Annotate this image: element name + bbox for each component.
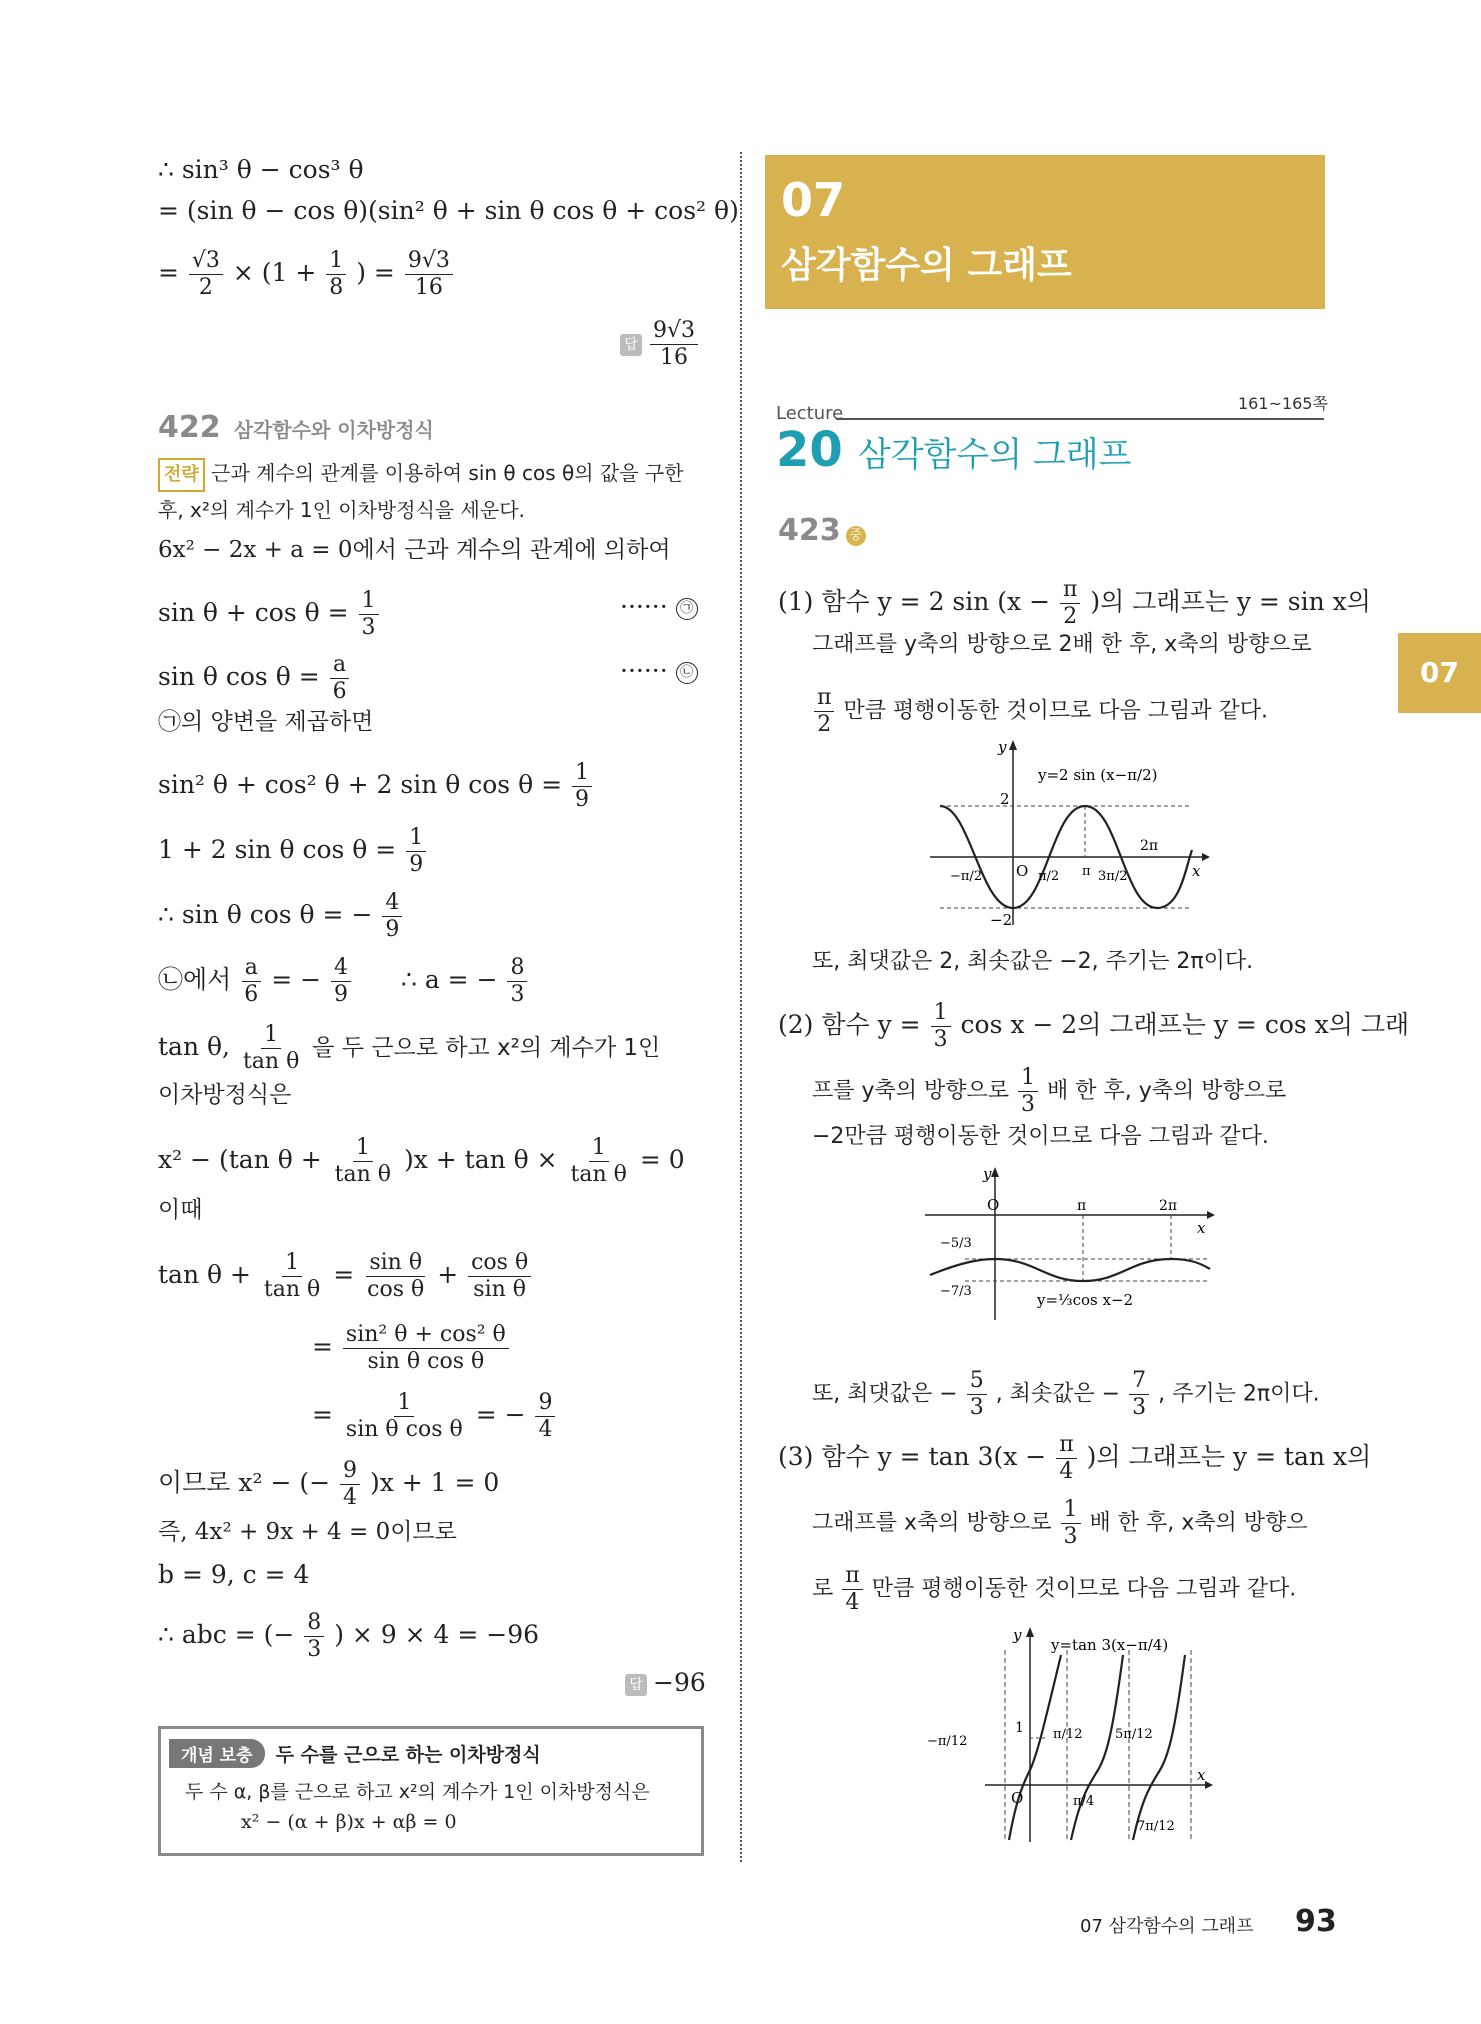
- label-negpi2: −π/2: [950, 869, 983, 884]
- sol-19: [158, 1610, 539, 1663]
- t: 4: [382, 890, 402, 917]
- strategy-label: 전략: [158, 458, 205, 492]
- t: 프를 y축의 방향으로: [812, 1078, 1010, 1104]
- q1-line-1: [778, 577, 1371, 630]
- t: 9: [334, 982, 349, 1007]
- t: =: [333, 1260, 355, 1289]
- t: 2: [198, 275, 213, 300]
- page-number: 93: [1295, 1904, 1337, 1939]
- label-pi12: π/12: [1053, 1727, 1083, 1742]
- sol-2-tag: [620, 592, 698, 622]
- eq-line-3: [158, 248, 455, 301]
- dots: ······: [620, 656, 668, 685]
- t: 1: [261, 1022, 281, 1049]
- t: 1: [1018, 1065, 1038, 1092]
- cosine-curve: [930, 1259, 1210, 1281]
- sol-3-tag: [620, 656, 698, 686]
- label-fivepi12: 5π/12: [1115, 1727, 1153, 1742]
- t: 또, 최댓값은 −: [812, 1381, 958, 1407]
- graph-label: y=⅓cos x−2: [1037, 1291, 1134, 1309]
- fraction: [261, 1250, 323, 1303]
- eq-line-1: ∴ sin³ θ − cos³ θ: [158, 155, 364, 184]
- circled-label: ㉡: [676, 662, 698, 684]
- t: sin² θ + cos² θ: [343, 1322, 509, 1349]
- label-x: x: [1197, 1766, 1206, 1784]
- t: cos x − 2의 그래프는 y = cos x의 그래: [960, 1010, 1410, 1039]
- t: 3: [969, 1395, 984, 1420]
- fraction: [507, 955, 527, 1008]
- label-pi2: π/2: [1038, 869, 1060, 884]
- fraction: [240, 1022, 302, 1075]
- label-negpi12: −π/12: [927, 1734, 968, 1749]
- answer-1: [620, 318, 700, 371]
- t: 1: [282, 1250, 302, 1277]
- label-threepi2: 3π/2: [1098, 869, 1128, 884]
- label-two: 2: [1000, 790, 1010, 808]
- problem-title: 삼각함수와 이차방정식: [233, 418, 434, 442]
- fraction: [359, 588, 379, 641]
- t: 근과 계수의 관계를 이용하여 sin θ cos θ의 값을 구한: [211, 461, 684, 485]
- t: (3) 함수 y = tan 3(x −: [778, 1442, 1047, 1471]
- page-range: 161~165쪽: [1238, 394, 1328, 413]
- fraction: [967, 1368, 987, 1421]
- q3-line-1: [778, 1432, 1371, 1485]
- t: 그래프를 x축의 방향으로: [812, 1510, 1052, 1536]
- t: 3: [510, 982, 525, 1007]
- dots: ······: [620, 592, 668, 621]
- t: 9√3: [405, 248, 453, 275]
- fraction: [468, 1250, 531, 1303]
- fraction: [382, 890, 402, 943]
- t: sin θ: [473, 1277, 527, 1302]
- answer-value: −96: [653, 1668, 706, 1697]
- t: 만큼 평행이동한 것이므로 다음 그림과 같다.: [843, 698, 1268, 724]
- sol-8: [158, 955, 529, 1008]
- sol-4: ㉠의 양변을 제곱하면: [158, 709, 374, 735]
- fraction: [842, 1563, 862, 1616]
- t: sin θ + cos θ =: [158, 598, 349, 627]
- fraction: [330, 652, 350, 705]
- t: cos θ: [468, 1250, 531, 1277]
- label-origin: O: [1016, 862, 1029, 880]
- label-neg53: −5/3: [940, 1236, 972, 1251]
- chapter-title: 삼각함수의 그래프: [781, 245, 1072, 286]
- t: sin θ cos θ: [367, 1349, 485, 1374]
- t: ∴ sin θ cos θ = −: [158, 900, 373, 929]
- fraction: [343, 1322, 509, 1375]
- t: (2) 함수 y =: [778, 1010, 921, 1039]
- t: tan θ +: [158, 1260, 251, 1289]
- eq-line-2: = (sin θ − cos θ)(sin² θ + sin θ cos θ + cos² θ): [158, 196, 739, 225]
- t: 로: [812, 1576, 834, 1602]
- t: tan θ,: [158, 1032, 230, 1061]
- graph-label: y=tan 3(x−π/4): [1051, 1636, 1169, 1654]
- t: 3: [1021, 1092, 1036, 1117]
- label-y: y: [1013, 1626, 1022, 1644]
- t: = −: [475, 1400, 526, 1429]
- label-pi: π: [1077, 1198, 1087, 1214]
- t: √3: [189, 248, 223, 275]
- fraction: [405, 248, 453, 301]
- t: a: [242, 955, 261, 982]
- t: )의 그래프는 y = sin x의: [1090, 587, 1371, 616]
- t: 9√3: [650, 318, 698, 345]
- t: × (1 +: [232, 258, 317, 287]
- q2-line-2: [812, 1065, 1286, 1118]
- chapter-tab: 07: [1398, 633, 1481, 713]
- concept-title: 두 수를 근으로 하는 이차방정식: [275, 1744, 541, 1766]
- sol-18: b = 9, c = 4: [158, 1560, 310, 1589]
- fraction: [332, 1135, 394, 1188]
- t: 2: [817, 712, 832, 737]
- fraction: [931, 1000, 951, 1053]
- t: sin² θ + cos² θ + 2 sin θ cos θ =: [158, 770, 563, 799]
- problem-423-header: [778, 513, 866, 548]
- fraction: [331, 955, 351, 1008]
- q1-line-2: 그래프를 y축의 방향으로 2배 한 후, x축의 방향으로: [812, 632, 1312, 657]
- t: = −: [271, 965, 322, 994]
- t: 9: [409, 852, 424, 877]
- concept-badge: 개념 보충: [169, 1739, 265, 1768]
- answer-2: [625, 1668, 706, 1698]
- t: , 주기는 2π이다.: [1158, 1381, 1320, 1407]
- fraction: [1129, 1368, 1149, 1421]
- t: 1: [572, 760, 592, 787]
- t: tan θ: [570, 1162, 627, 1187]
- q2-line-3: −2만큼 평행이동한 것이므로 다음 그림과 같다.: [812, 1124, 1269, 1149]
- level-badge: 중: [846, 526, 866, 546]
- t: )의 그래프는 y = tan x의: [1086, 1442, 1372, 1471]
- lecture-label: Lecture: [776, 403, 844, 424]
- t: 3: [933, 1027, 948, 1052]
- strategy-line-2: 후, x²의 계수가 1인 이차방정식을 세운다.: [158, 498, 525, 522]
- label-origin: O: [987, 1196, 1000, 1214]
- sol-16: [158, 1458, 499, 1511]
- sol-3: [158, 652, 352, 705]
- t: tan θ: [263, 1277, 321, 1302]
- t: ) × 9 × 4 = −96: [334, 1620, 540, 1649]
- t: tan θ: [242, 1049, 300, 1074]
- t: 1: [326, 248, 346, 275]
- t: 1: [931, 1000, 951, 1027]
- sol-9: [158, 1022, 660, 1075]
- t: 3: [307, 1637, 322, 1662]
- t: 7: [1129, 1368, 1149, 1395]
- label-twopi: 2π: [1140, 838, 1159, 854]
- sol-5: [158, 760, 594, 813]
- label-pi: π: [1082, 864, 1091, 879]
- graph-label: y=2 sin (x−π/2): [1038, 766, 1158, 784]
- column-divider: [740, 152, 742, 1862]
- t: ∴ a = −: [400, 965, 498, 994]
- chapter-banner: [765, 155, 1325, 309]
- label-pi4: π/4: [1073, 1794, 1095, 1809]
- t: 1: [394, 1390, 414, 1417]
- concept-line-1: 두 수 α, β를 근으로 하고 x²의 계수가 1인 이차방정식은: [185, 1781, 650, 1803]
- t: 16: [660, 345, 688, 370]
- t: 4: [538, 1417, 553, 1442]
- t: 배 한 후, y축의 방향으로: [1047, 1078, 1287, 1104]
- t: 1 + 2 sin θ cos θ =: [158, 835, 397, 864]
- circled-label: ㉠: [676, 598, 698, 620]
- tan-branch-1: [1009, 1655, 1061, 1840]
- problem-number: 423: [778, 513, 841, 548]
- t: π: [1060, 577, 1080, 604]
- concept-header: [169, 1739, 541, 1768]
- t: π: [1056, 1432, 1076, 1459]
- answer-badge: 답: [625, 1674, 647, 1696]
- fraction: [304, 1610, 324, 1663]
- lecture-title: 삼각함수의 그래프: [857, 435, 1132, 475]
- label-neg2: −2: [990, 911, 1013, 929]
- t: =: [158, 258, 179, 287]
- fraction: [343, 1390, 466, 1443]
- lecture-rule: [836, 418, 1324, 420]
- fraction: [568, 1135, 630, 1188]
- fraction: [814, 685, 834, 738]
- tan-branch-2: [1071, 1655, 1123, 1840]
- fraction: [340, 1458, 360, 1511]
- t: 9: [574, 787, 589, 812]
- fraction: [650, 318, 698, 371]
- t: 4: [343, 1485, 358, 1510]
- label-y: y: [983, 1165, 992, 1183]
- sol-1: 6x² − 2x + a = 0에서 근과 계수의 관계에 의하여: [158, 537, 671, 563]
- t: 16: [414, 275, 443, 300]
- t: ㉡에서: [158, 965, 232, 994]
- strategy-line-1: [158, 458, 684, 492]
- q3-line-2: [812, 1497, 1308, 1550]
- label-y: y: [998, 740, 1007, 756]
- t: )x + tan θ ×: [403, 1145, 558, 1174]
- label-sevenpi12: 7π/12: [1137, 1819, 1175, 1834]
- concept-box: [158, 1726, 704, 1856]
- q3-line-3: [812, 1563, 1296, 1616]
- t: 8: [507, 955, 527, 982]
- t: 1: [589, 1135, 609, 1162]
- t: 2: [1063, 604, 1078, 629]
- t: 배 한 후, x축의 방향으: [1089, 1510, 1308, 1536]
- fraction: [241, 955, 261, 1008]
- sol-7: [158, 890, 404, 943]
- fraction: [326, 248, 346, 301]
- tan-branch-3: [1133, 1655, 1185, 1840]
- label-x: x: [1197, 1219, 1206, 1237]
- fraction: [1061, 1497, 1081, 1550]
- t: 1: [1061, 1497, 1081, 1524]
- t: π: [842, 1563, 862, 1590]
- t: , 최솟값은 −: [995, 1381, 1121, 1407]
- t: 3: [1132, 1395, 1147, 1420]
- y-arrow: [1009, 740, 1017, 750]
- y-arrow: [991, 1167, 999, 1177]
- t: tan θ: [334, 1162, 391, 1187]
- t: 1: [359, 588, 379, 615]
- t: x² − (tan θ +: [158, 1145, 322, 1174]
- q2-result: [812, 1368, 1320, 1421]
- label-twopi: 2π: [1159, 1198, 1178, 1214]
- sol-14: [312, 1322, 511, 1375]
- t: 6: [332, 679, 347, 704]
- t: 5: [967, 1368, 987, 1395]
- chapter-number: 07: [781, 173, 846, 227]
- t: ) =: [356, 258, 395, 287]
- lecture-header: [776, 422, 1131, 478]
- fraction: [1060, 577, 1080, 630]
- t: 4: [331, 955, 351, 982]
- q1-line-3: [812, 685, 1268, 738]
- x-arrow: [1205, 1781, 1213, 1789]
- t: 9: [385, 917, 400, 942]
- fraction: [572, 760, 592, 813]
- t: = 0: [639, 1145, 685, 1174]
- sol-12: 이때: [158, 1197, 203, 1223]
- t: sin θ cos θ: [345, 1417, 463, 1442]
- lecture-number: 20: [776, 422, 843, 478]
- problem-number: 422: [158, 410, 221, 445]
- sol-2: [158, 588, 381, 641]
- sol-13: [158, 1250, 533, 1303]
- t: 3: [1063, 1524, 1078, 1549]
- t: 1: [406, 825, 426, 852]
- t: (1) 함수 y = 2 sin (x −: [778, 587, 1051, 616]
- fraction: [364, 1250, 427, 1303]
- t: +: [437, 1260, 459, 1289]
- graph-cosine: [925, 1165, 1215, 1325]
- t: 이므로 x² − (−: [158, 1468, 331, 1497]
- sol-17: 즉, 4x² + 9x + 4 = 0이므로: [158, 1519, 457, 1545]
- t: )x + 1 = 0: [369, 1468, 500, 1497]
- fraction: [406, 825, 426, 878]
- t: =: [312, 1400, 333, 1429]
- t: 9: [535, 1390, 555, 1417]
- y-arrow: [1026, 1627, 1034, 1637]
- t: ∴ abc = (−: [158, 1620, 295, 1649]
- t: sin θ: [366, 1250, 425, 1277]
- graph-tangent: [925, 1620, 1215, 1845]
- concept-line-2: x² − (α + β)x + αβ = 0: [241, 1811, 457, 1833]
- t: 8: [304, 1610, 324, 1637]
- fraction: [535, 1390, 555, 1443]
- t: 을 두 근으로 하고 x²의 계수가 1인: [312, 1035, 661, 1061]
- t: 1: [353, 1135, 373, 1162]
- fraction: [189, 248, 223, 301]
- label-origin: O: [1011, 1789, 1024, 1807]
- t: 4: [1059, 1459, 1074, 1484]
- sol-15: [312, 1390, 557, 1443]
- x-arrow: [1207, 1211, 1215, 1219]
- t: 만큼 평행이동한 것이므로 다음 그림과 같다.: [871, 1576, 1297, 1602]
- footer-title: 07 삼각함수의 그래프: [1080, 1916, 1254, 1937]
- label-one: 1: [1015, 1720, 1024, 1736]
- fraction: [1018, 1065, 1038, 1118]
- t: a: [330, 652, 349, 679]
- answer-badge: 답: [620, 334, 642, 356]
- q2-line-1: [778, 1000, 1409, 1053]
- t: =: [312, 1332, 333, 1361]
- t: 3: [361, 615, 376, 640]
- t: cos θ: [367, 1277, 425, 1302]
- label-x: x: [1192, 862, 1201, 880]
- graph-sine: [930, 740, 1210, 930]
- x-arrow: [1202, 853, 1210, 861]
- label-neg73: −7/3: [940, 1284, 972, 1299]
- t: 9: [340, 1458, 360, 1485]
- t: 4: [845, 1590, 860, 1615]
- sol-6: [158, 825, 428, 878]
- fraction: [1056, 1432, 1076, 1485]
- problem-422-header: [158, 410, 434, 445]
- t: π: [814, 685, 834, 712]
- sol-10: 이차방정식은: [158, 1082, 292, 1108]
- q1-result: 또, 최댓값은 2, 최솟값은 −2, 주기는 2π이다.: [812, 949, 1254, 974]
- t: 6: [244, 982, 259, 1007]
- t: 8: [329, 275, 344, 300]
- t: sin θ cos θ =: [158, 662, 320, 691]
- sol-11: [158, 1135, 685, 1188]
